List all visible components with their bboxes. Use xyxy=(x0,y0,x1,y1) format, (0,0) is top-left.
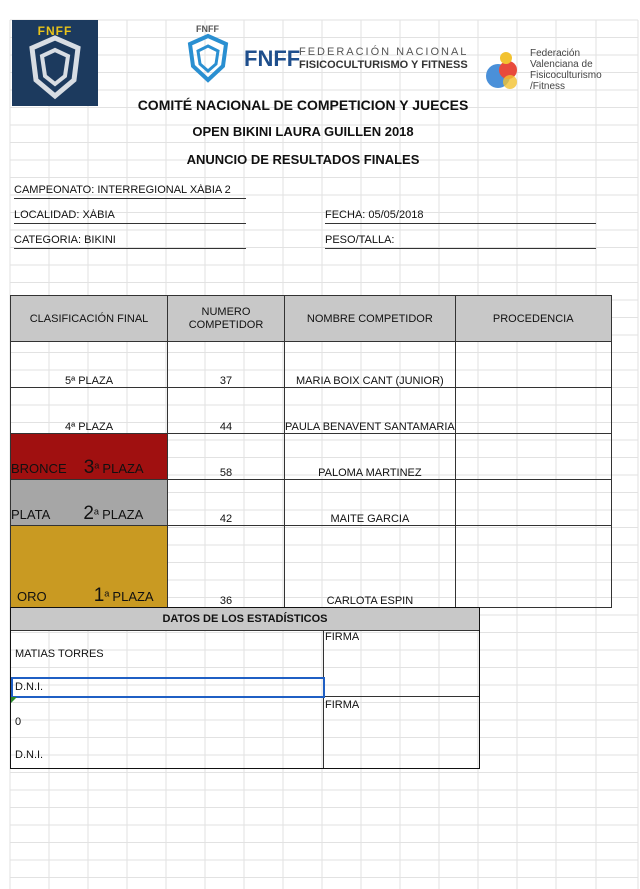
table-row xyxy=(11,526,612,608)
shield-icon xyxy=(12,20,98,106)
name-cell: PAULA BENAVENT SANTAMARIA xyxy=(285,388,456,434)
dni-label: D.N.I. xyxy=(15,749,44,761)
place-superscript: a xyxy=(104,588,110,599)
place-cell: 4ª PLAZA xyxy=(11,388,168,434)
statistician-name: MATIAS TORRES xyxy=(15,648,104,660)
name-cell: MARIA BOIX CANT (JUNIOR) xyxy=(285,342,456,388)
bronze-place-cell xyxy=(11,434,168,480)
statisticians-box xyxy=(10,607,480,769)
table-header-row xyxy=(11,296,612,342)
federacion-nacional-text: FEDERACIÓN NACIONAL xyxy=(299,46,469,58)
fisicoculturismo-fitness-text: FISICOCULTURISMO Y FITNESS xyxy=(299,59,468,71)
origin-cell xyxy=(455,526,611,608)
name-cell: PALOMA MARTINEZ xyxy=(285,434,456,480)
fnff-small-text: FNFF xyxy=(196,24,219,34)
event-title: OPEN BIKINI LAURA GUILLEN 2018 xyxy=(192,124,414,139)
statistician-name: 0 xyxy=(15,716,22,728)
categoria-field: CATEGORIA: BIKINI xyxy=(14,234,246,249)
fvf-emblem-icon xyxy=(478,48,528,98)
table-row xyxy=(11,434,612,480)
committee-title: COMITÉ NACIONAL DE COMPETICION Y JUECES xyxy=(137,97,469,113)
fvf-logo-text xyxy=(530,48,602,92)
firma-label: FIRMA xyxy=(325,699,360,711)
name-cell: MAITE GARCIA xyxy=(285,480,456,526)
gold-place-cell xyxy=(11,526,168,608)
place-number: 2 xyxy=(83,503,94,524)
fnff-logo-left xyxy=(12,20,98,106)
fecha-field: FECHA: 05/05/2018 xyxy=(325,209,596,224)
table-row xyxy=(11,480,612,526)
number-cell: 36 xyxy=(168,526,285,608)
origin-cell xyxy=(455,388,611,434)
plaza-label: PLAZA xyxy=(102,507,144,522)
fnff-logo-center xyxy=(186,26,476,86)
origin-cell xyxy=(455,342,611,388)
fnff-logo-text: FNFF xyxy=(37,24,73,38)
origin-cell xyxy=(455,480,611,526)
number-cell: 37 xyxy=(168,342,285,388)
header-nombre: NOMBRE COMPETIDOR xyxy=(285,296,456,342)
plaza-label: PLAZA xyxy=(112,589,154,604)
place-cell: 5ª PLAZA xyxy=(11,342,168,388)
fvf-line2: Valenciana de xyxy=(530,59,593,70)
firma-label: FIRMA xyxy=(325,631,360,643)
fvf-logo xyxy=(478,48,628,98)
localidad-field: LOCALIDAD: XÁBIA xyxy=(14,209,246,224)
campeonato-field: CAMPEONATO: INTERREGIONAL XÁBIA 2 xyxy=(14,184,246,199)
number-cell: 58 xyxy=(168,434,285,480)
place-number: 1 xyxy=(93,585,105,606)
plaza-label: PLAZA xyxy=(102,461,144,476)
comment-marker-icon xyxy=(11,697,17,703)
fvf-line3: Fisicoculturismo xyxy=(530,70,602,81)
number-cell: 42 xyxy=(168,480,285,526)
table-row xyxy=(11,342,612,388)
medal-label: BRONCE xyxy=(11,461,67,476)
results-table xyxy=(10,295,612,608)
place-superscript: a xyxy=(94,460,100,471)
divider xyxy=(323,630,324,768)
medal-label: ORO xyxy=(17,589,47,604)
medal-label: PLATA xyxy=(11,507,51,522)
header-numero: NUMERO COMPETIDOR xyxy=(168,296,285,342)
fnff-brand-text: FNFF xyxy=(244,46,301,71)
origin-cell xyxy=(455,434,611,480)
selected-cell-dni[interactable]: D.N.I. xyxy=(11,677,325,698)
silver-place-cell xyxy=(11,480,168,526)
place-superscript: a xyxy=(93,506,99,517)
shield-icon xyxy=(186,26,236,86)
place-number: 3 xyxy=(83,457,95,478)
number-cell: 44 xyxy=(168,388,285,434)
announcement-title: ANUNCIO DE RESULTADOS FINALES xyxy=(186,152,420,167)
header-procedencia: PROCEDENCIA xyxy=(455,296,611,342)
peso-talla-field: PESO/TALLA: xyxy=(325,234,596,249)
table-row xyxy=(11,388,612,434)
fvf-line4: /Fitness xyxy=(530,81,566,92)
fvf-line1: Federación xyxy=(530,48,581,59)
header-clasificacion: CLASIFICACIÓN FINAL xyxy=(11,296,168,342)
statisticians-header: DATOS DE LOS ESTADÍSTICOS xyxy=(11,608,479,631)
name-cell: CARLOTA ESPIN xyxy=(285,526,456,608)
